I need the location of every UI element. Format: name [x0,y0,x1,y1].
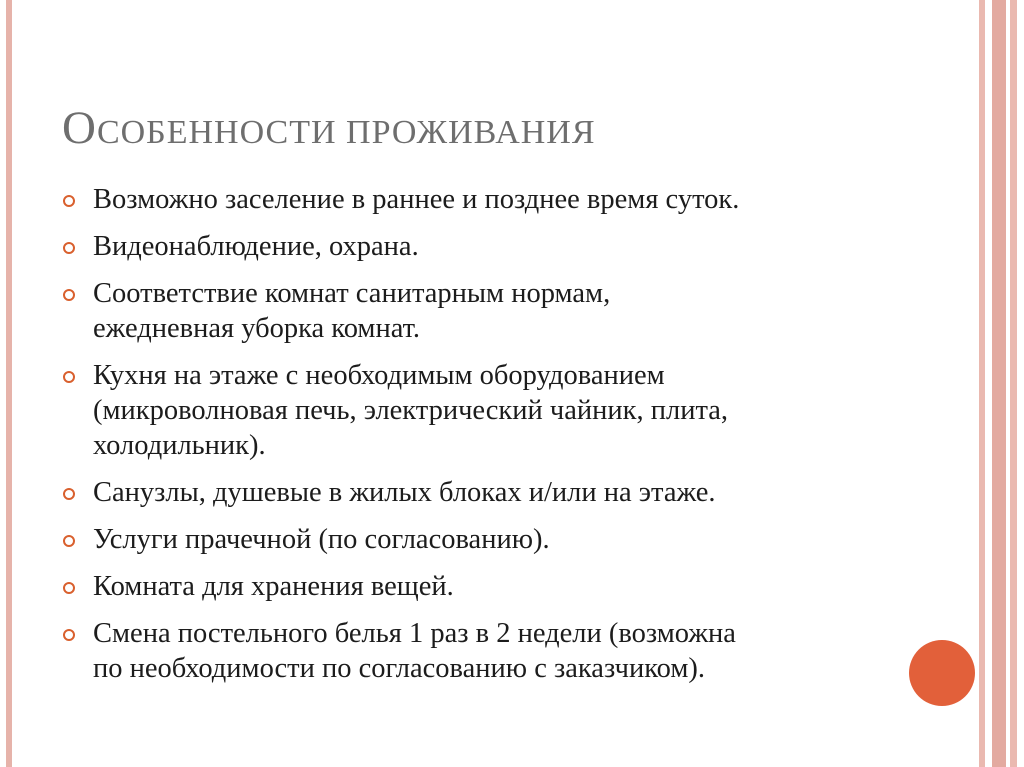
bullet-item [62,358,962,463]
bullet-text-line: холодильник). [93,430,266,461]
bullet-marker-icon [63,289,75,301]
decorative-orange-circle [909,640,975,706]
bullet-text-line: Кухня на этаже с необходимым оборудованием [93,360,665,391]
bullet-text-line: Санузлы, душевые в жилых блоках и/или на этаже. [93,477,716,508]
bullet-marker-icon [63,535,75,547]
bullet-text-line: Возможно заселение в раннее и позднее время суток. [93,184,740,215]
bullet-text-line: ежедневная уборка комнат. [93,313,421,344]
bullet-item [62,475,962,510]
right-decorative-stripe-1 [979,0,985,767]
bullet-text-line: Видеонаблюдение, охрана. [93,231,419,262]
bullet-item [62,182,962,217]
bullet-item [62,229,962,264]
bullet-marker-icon [63,488,75,500]
bullet-text-line: Комната для хранения вещей. [93,571,454,602]
bullet-item [62,276,962,346]
bullet-marker-icon [63,195,75,207]
bullet-list [62,182,962,698]
right-decorative-stripe-2 [992,0,1006,767]
left-decorative-stripe [6,0,12,767]
title-first-letter: О [62,102,97,154]
bullet-marker-icon [63,629,75,641]
title-rest: СОБЕННОСТИ ПРОЖИВАНИЯ [96,114,596,151]
bullet-marker-icon [63,242,75,254]
bullet-text-line: Услуги прачечной (по согласованию). [93,524,550,555]
bullet-item [62,569,962,604]
right-decorative-stripe-3 [1010,0,1017,767]
bullet-marker-icon [63,582,75,594]
bullet-text-line: (микроволновая печь, электрический чайник, плита, [93,395,729,426]
bullet-item [62,616,962,686]
bullet-marker-icon [63,371,75,383]
bullet-text-line: Смена постельного белья 1 раз в 2 недели (возможна [93,618,736,649]
bullet-text-line: по необходимости по согласованию с заказчиком). [93,653,705,684]
slide-title [62,100,942,161]
bullet-item [62,522,962,557]
bullet-text-line: Соответствие комнат санитарным нормам, [93,278,611,309]
